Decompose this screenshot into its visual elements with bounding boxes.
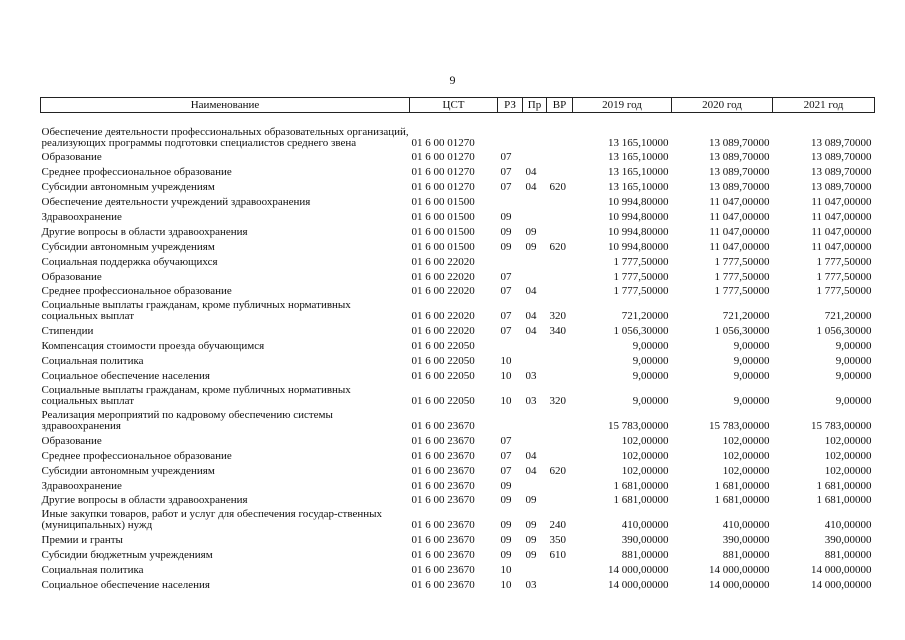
row-2019: 102,00000	[621, 464, 669, 477]
table-row	[41, 432, 875, 447]
table-row	[41, 546, 875, 561]
row-2020: 11 047,00000	[709, 210, 770, 223]
row-2019: 13 165,10000	[608, 136, 669, 149]
row-2021: 13 089,70000	[811, 181, 872, 194]
row-rz: 07	[500, 325, 512, 338]
row-vr	[547, 268, 573, 283]
row-2020: 410,00000	[722, 519, 770, 532]
row-vr	[547, 283, 573, 298]
row-pr: 04	[525, 325, 537, 338]
row-name: Среднее профессиональное образование	[41, 449, 232, 462]
table-row	[41, 447, 875, 462]
row-rz: 09	[500, 479, 512, 492]
row-2020: 721,20000	[722, 310, 770, 323]
row-vr	[547, 149, 573, 164]
row-cst: 01 6 00 22020	[411, 255, 475, 268]
table-row	[41, 149, 875, 164]
row-cst: 01 6 00 23670	[411, 494, 475, 507]
row-vr	[547, 407, 573, 432]
row-2021: 102,00000	[824, 434, 872, 447]
row-2019: 15 783,00000	[608, 419, 669, 432]
row-2021: 390,00000	[824, 534, 872, 547]
row-cst: 01 6 00 01500	[411, 196, 475, 209]
table-row	[41, 163, 875, 178]
row-cst: 01 6 00 22050	[411, 369, 475, 382]
row-2019: 9,00000	[632, 340, 669, 353]
row-2020: 881,00000	[722, 549, 770, 562]
row-2019: 13 165,10000	[608, 181, 669, 194]
row-pr: 04	[525, 310, 537, 323]
row-2020: 1 777,50000	[714, 270, 770, 283]
row-name: Социальная политика	[41, 564, 144, 577]
budget-table	[40, 97, 875, 591]
row-2020: 9,00000	[733, 340, 770, 353]
header-2020: 2020 год	[672, 98, 773, 113]
table-row	[41, 576, 875, 591]
row-rz: 09	[500, 210, 512, 223]
row-name: Образование	[41, 434, 102, 447]
row-rz	[498, 337, 523, 352]
row-cst: 01 6 00 01270	[411, 136, 475, 149]
row-2019: 10 994,80000	[608, 210, 669, 223]
row-pr	[523, 149, 547, 164]
row-2019: 10 994,80000	[608, 196, 669, 209]
row-2021: 11 047,00000	[811, 210, 872, 223]
header-pr: Пр	[523, 98, 547, 113]
row-rz: 09	[500, 549, 512, 562]
row-rz: 07	[500, 166, 512, 179]
row-2021: 11 047,00000	[811, 196, 872, 209]
row-2019: 9,00000	[632, 394, 669, 407]
row-vr	[547, 208, 573, 223]
row-2021: 1 056,30000	[816, 325, 872, 338]
row-2021: 9,00000	[835, 340, 872, 353]
row-cst: 01 6 00 23670	[411, 449, 475, 462]
row-name: Социальные выплаты гражданам, кроме публичных нормативных социальных выплат	[41, 383, 351, 407]
row-2021: 14 000,00000	[811, 564, 872, 577]
row-2020: 15 783,00000	[709, 419, 770, 432]
row-name: Иные закупки товаров, работ и услуг для обеспечения государ-ственных (муниципальных) нужд	[41, 508, 383, 532]
table-row	[41, 297, 875, 322]
row-2019: 102,00000	[621, 434, 669, 447]
table-row	[41, 477, 875, 492]
row-rz	[498, 407, 523, 432]
row-2019: 9,00000	[632, 355, 669, 368]
row-cst: 01 6 00 23670	[411, 549, 475, 562]
row-2020: 13 089,70000	[709, 136, 770, 149]
row-2019: 9,00000	[632, 369, 669, 382]
table-row	[41, 407, 875, 432]
header-2021: 2021 год	[773, 98, 875, 113]
row-cst: 01 6 00 22020	[411, 270, 475, 283]
row-2021: 410,00000	[824, 519, 872, 532]
row-name: Другие вопросы в области здравоохранения	[41, 225, 248, 238]
row-vr	[547, 352, 573, 367]
row-2020: 9,00000	[733, 355, 770, 368]
row-vr	[547, 193, 573, 208]
header-cst: ЦСТ	[410, 98, 498, 113]
row-2020: 390,00000	[722, 534, 770, 547]
row-vr: 320	[549, 310, 566, 323]
row-name: Социальная поддержка обучающихся	[41, 255, 218, 268]
row-rz: 09	[500, 225, 512, 238]
row-name: Образование	[41, 270, 102, 283]
row-cst: 01 6 00 01270	[411, 151, 475, 164]
row-pr	[523, 208, 547, 223]
row-pr: 09	[525, 549, 537, 562]
table-row	[41, 367, 875, 382]
row-name: Компенсация стоимости проезда обучающимся	[41, 340, 265, 353]
table-row	[41, 283, 875, 298]
row-2019: 13 165,10000	[608, 151, 669, 164]
row-pr: 09	[525, 494, 537, 507]
row-rz: 10	[500, 578, 512, 591]
row-2021: 102,00000	[824, 464, 872, 477]
row-2021: 1 777,50000	[816, 285, 872, 298]
table-row	[41, 268, 875, 283]
row-vr	[547, 561, 573, 576]
row-cst: 01 6 00 22020	[411, 285, 475, 298]
row-pr: 09	[525, 240, 537, 253]
row-rz: 09	[500, 519, 512, 532]
row-cst: 01 6 00 23670	[411, 519, 475, 532]
row-2021: 13 089,70000	[811, 151, 872, 164]
row-cst: 01 6 00 01500	[411, 210, 475, 223]
row-2021: 881,00000	[824, 549, 872, 562]
row-2019: 10 994,80000	[608, 225, 669, 238]
row-rz	[498, 113, 523, 149]
row-cst: 01 6 00 23670	[411, 464, 475, 477]
row-rz: 07	[500, 151, 512, 164]
row-2019: 102,00000	[621, 449, 669, 462]
row-rz: 07	[500, 181, 512, 194]
row-pr: 03	[525, 394, 537, 407]
table-body	[41, 113, 875, 591]
row-2021: 9,00000	[835, 355, 872, 368]
table-row	[41, 322, 875, 337]
table-row	[41, 462, 875, 477]
row-vr	[547, 477, 573, 492]
row-vr	[547, 253, 573, 268]
row-2020: 102,00000	[722, 464, 770, 477]
row-2021: 15 783,00000	[811, 419, 872, 432]
row-name: Среднее профессиональное образование	[41, 285, 232, 298]
row-cst: 01 6 00 22020	[411, 325, 475, 338]
row-vr	[547, 576, 573, 591]
row-2019: 1 777,50000	[613, 270, 669, 283]
row-vr: 620	[549, 181, 566, 194]
row-name: Субсидии автономным учреждениям	[41, 181, 215, 194]
row-vr: 240	[549, 519, 566, 532]
row-name: Здравоохранение	[41, 479, 122, 492]
row-2020: 1 681,00000	[714, 494, 770, 507]
row-2020: 102,00000	[722, 434, 770, 447]
row-rz: 07	[500, 270, 512, 283]
row-name: Здравоохранение	[41, 210, 122, 223]
row-pr	[523, 337, 547, 352]
row-2021: 1 681,00000	[816, 494, 872, 507]
row-2019: 1 681,00000	[613, 494, 669, 507]
row-vr	[547, 337, 573, 352]
row-name: Обеспечение деятельности профессиональных образовательных организаций, реализующих программы подготовки специалистов среднего звена	[41, 125, 409, 149]
row-name: Реализация мероприятий по кадровому обеспечению системы здравоохранения	[41, 408, 333, 432]
row-pr	[523, 352, 547, 367]
row-2021: 13 089,70000	[811, 136, 872, 149]
row-2021: 1 777,50000	[816, 255, 872, 268]
row-pr	[523, 113, 547, 149]
row-rz: 10	[500, 355, 512, 368]
row-2021: 11 047,00000	[811, 240, 872, 253]
table-row	[41, 238, 875, 253]
row-pr	[523, 253, 547, 268]
table-row	[41, 178, 875, 193]
row-2021: 9,00000	[835, 369, 872, 382]
row-vr	[547, 492, 573, 507]
row-pr: 04	[525, 166, 537, 179]
table-row	[41, 352, 875, 367]
row-2019: 1 056,30000	[613, 325, 669, 338]
row-pr	[523, 268, 547, 283]
row-2019: 390,00000	[621, 534, 669, 547]
row-rz: 10	[500, 369, 512, 382]
row-cst: 01 6 00 22020	[411, 310, 475, 323]
row-2020: 9,00000	[733, 394, 770, 407]
row-2019: 14 000,00000	[608, 564, 669, 577]
row-2020: 1 777,50000	[714, 285, 770, 298]
row-2021: 14 000,00000	[811, 578, 872, 591]
row-rz: 10	[500, 564, 512, 577]
row-2020: 11 047,00000	[709, 240, 770, 253]
row-cst: 01 6 00 01270	[411, 166, 475, 179]
row-vr: 320	[549, 394, 566, 407]
row-name: Социальное обеспечение населения	[41, 369, 210, 382]
row-name: Субсидии бюджетным учреждениям	[41, 549, 213, 562]
row-2020: 11 047,00000	[709, 196, 770, 209]
table-row	[41, 208, 875, 223]
row-name: Среднее профессиональное образование	[41, 166, 232, 179]
row-pr: 09	[525, 225, 537, 238]
table-row	[41, 506, 875, 531]
row-2021: 9,00000	[835, 394, 872, 407]
row-vr	[547, 367, 573, 382]
row-2020: 11 047,00000	[709, 225, 770, 238]
table-row	[41, 113, 875, 149]
row-rz	[498, 193, 523, 208]
header-2019: 2019 год	[573, 98, 672, 113]
row-name: Субсидии автономным учреждениям	[41, 464, 215, 477]
row-cst: 01 6 00 01270	[411, 181, 475, 194]
table-row	[41, 382, 875, 407]
row-cst: 01 6 00 22050	[411, 340, 475, 353]
row-cst: 01 6 00 23670	[411, 534, 475, 547]
row-vr: 620	[549, 464, 566, 477]
row-2021: 102,00000	[824, 449, 872, 462]
table-row	[41, 223, 875, 238]
row-name: Другие вопросы в области здравоохранения	[41, 494, 248, 507]
row-rz: 09	[500, 534, 512, 547]
row-rz: 09	[500, 494, 512, 507]
page-number: 9	[449, 73, 456, 87]
row-rz: 07	[500, 464, 512, 477]
row-2020: 9,00000	[733, 369, 770, 382]
table-row	[41, 337, 875, 352]
row-2020: 102,00000	[722, 449, 770, 462]
row-2020: 13 089,70000	[709, 181, 770, 194]
row-cst: 01 6 00 23670	[411, 419, 475, 432]
row-2019: 1 777,50000	[613, 285, 669, 298]
row-name: Обеспечение деятельности учреждений здравоохранения	[41, 196, 311, 209]
row-name: Субсидии автономным учреждениям	[41, 240, 215, 253]
header-name: Наименование	[41, 98, 410, 113]
row-vr: 350	[549, 534, 566, 547]
row-name: Социальное обеспечение населения	[41, 578, 210, 591]
row-cst: 01 6 00 23670	[411, 564, 475, 577]
row-cst: 01 6 00 23670	[411, 434, 475, 447]
row-2020: 14 000,00000	[709, 564, 770, 577]
header-rz: РЗ	[498, 98, 523, 113]
row-2020: 1 777,50000	[714, 255, 770, 268]
row-rz: 07	[500, 285, 512, 298]
row-2020: 14 000,00000	[709, 578, 770, 591]
row-cst: 01 6 00 23670	[411, 479, 475, 492]
row-vr: 340	[549, 325, 566, 338]
row-2019: 410,00000	[621, 519, 669, 532]
row-pr	[523, 193, 547, 208]
table-row	[41, 561, 875, 576]
row-rz: 07	[500, 310, 512, 323]
row-rz: 07	[500, 434, 512, 447]
row-pr: 09	[525, 519, 537, 532]
table-row	[41, 492, 875, 507]
row-2019: 721,20000	[621, 310, 669, 323]
row-rz: 07	[500, 449, 512, 462]
row-2019: 881,00000	[621, 549, 669, 562]
row-pr: 04	[525, 181, 537, 194]
row-2021: 721,20000	[824, 310, 872, 323]
row-name: Премии и гранты	[41, 534, 123, 547]
row-pr	[523, 561, 547, 576]
row-pr	[523, 407, 547, 432]
row-cst: 01 6 00 22050	[411, 355, 475, 368]
row-pr: 03	[525, 578, 537, 591]
row-pr: 09	[525, 534, 537, 547]
header-vr: ВР	[547, 98, 573, 113]
row-pr: 04	[525, 449, 537, 462]
row-2021: 1 681,00000	[816, 479, 872, 492]
row-name: Социальная политика	[41, 355, 144, 368]
row-vr	[547, 163, 573, 178]
row-rz	[498, 253, 523, 268]
row-2021: 11 047,00000	[811, 225, 872, 238]
table-row	[41, 253, 875, 268]
row-vr	[547, 113, 573, 149]
row-2020: 13 089,70000	[709, 151, 770, 164]
row-2021: 13 089,70000	[811, 166, 872, 179]
row-pr: 04	[525, 464, 537, 477]
row-2020: 13 089,70000	[709, 166, 770, 179]
row-cst: 01 6 00 01500	[411, 240, 475, 253]
row-pr: 04	[525, 285, 537, 298]
row-2020: 1 681,00000	[714, 479, 770, 492]
row-rz: 09	[500, 240, 512, 253]
table-row	[41, 193, 875, 208]
header-row	[41, 98, 875, 113]
row-pr	[523, 477, 547, 492]
row-vr	[547, 447, 573, 462]
row-pr: 03	[525, 369, 537, 382]
row-vr: 620	[549, 240, 566, 253]
row-vr: 610	[549, 549, 566, 562]
row-cst: 01 6 00 23670	[411, 578, 475, 591]
row-rz: 10	[500, 394, 512, 407]
row-2020: 1 056,30000	[714, 325, 770, 338]
row-2019: 10 994,80000	[608, 240, 669, 253]
row-vr	[547, 432, 573, 447]
row-2019: 1 777,50000	[613, 255, 669, 268]
row-cst: 01 6 00 01500	[411, 225, 475, 238]
row-2019: 14 000,00000	[608, 578, 669, 591]
row-pr	[523, 432, 547, 447]
row-2021: 1 777,50000	[816, 270, 872, 283]
row-2019: 13 165,10000	[608, 166, 669, 179]
row-name: Социальные выплаты гражданам, кроме публичных нормативных социальных выплат	[41, 299, 351, 323]
table-row	[41, 531, 875, 546]
row-name: Стипендии	[41, 325, 94, 338]
row-name: Образование	[41, 151, 102, 164]
row-2019: 1 681,00000	[613, 479, 669, 492]
row-cst: 01 6 00 22050	[411, 394, 475, 407]
row-vr	[547, 223, 573, 238]
